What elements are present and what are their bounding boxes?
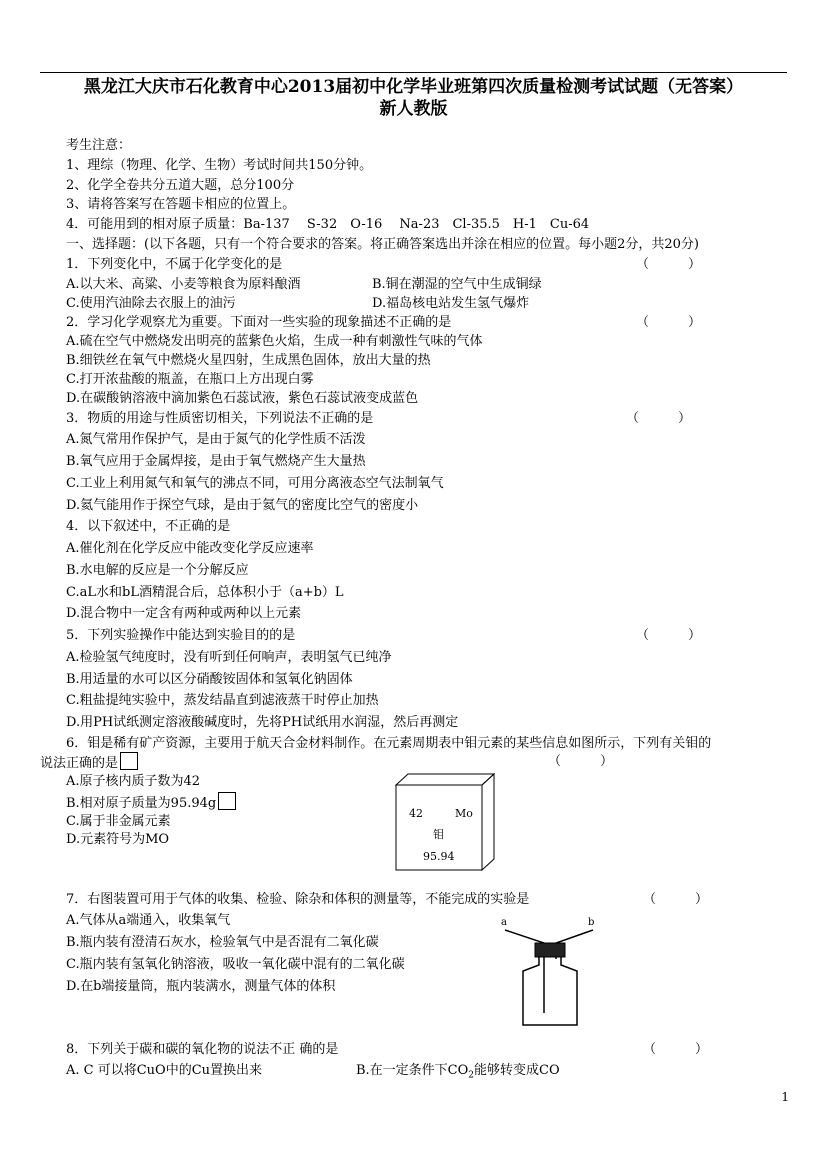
q7-option-c: C.瓶内装有氢氧化钠溶液，吸收一氧化碳中混有的二氧化碳	[66, 957, 405, 972]
q5-option-b: B.用适量的水可以区分硝酸铵固体和氢氧化钠固体	[66, 672, 353, 687]
q5-option-a: A.检验氢气纯度时，没有听到任何响声，表明氢气已纯净	[66, 650, 392, 665]
answer-blank: （ ）	[643, 892, 709, 907]
q7-option-a: A.气体从a端通入，收集氧气	[66, 913, 231, 928]
cell-symbol: Mo	[455, 807, 473, 820]
page-title	[30, 76, 797, 120]
title-line-2: 新人教版	[379, 99, 448, 119]
q4-option-c: C.aL水和bL酒精混合后，总体积小于（a+b）L	[66, 585, 344, 600]
answer-blank: （ ）	[636, 628, 702, 643]
q6-option-a: A.原子核内质子数为42	[66, 774, 201, 789]
q6-option-b	[66, 792, 236, 813]
notice-item: 1、理综（物理、化学、生物）考试时间共150分钟。	[66, 158, 373, 173]
q3-option-a: A.氮气常用作保护气，是由于氮气的化学性质不活泼	[66, 432, 366, 447]
question-3-stem: 3．物质的用途与性质密切相关，下列说法不正确的是	[66, 411, 374, 426]
q6-option-c: C.属于非金属元素	[66, 814, 171, 829]
q5-option-c: C.粗盐提纯实验中，蒸发结晶直到滤液蒸干时停止加热	[66, 693, 379, 708]
answer-blank: （ ）	[548, 754, 614, 769]
answer-blank: （ ）	[626, 411, 692, 426]
q6-option-b-text: B.相对原子质量为95.94g	[66, 796, 217, 811]
label-a: a	[501, 917, 507, 928]
answer-blank: （ ）	[643, 1042, 709, 1057]
gas-bottle-apparatus	[495, 913, 605, 1033]
q6-option-d: D.元素符号为MO	[66, 832, 170, 847]
answer-blank: （ ）	[636, 257, 702, 272]
cell-atomic-number: 42	[409, 807, 423, 820]
q7-option-d: D.在b端接量筒，瓶内装满水，测量气体的体积	[66, 979, 336, 994]
notice-item: 4．可能用到的相对原子质量：Ba-137 S-32 O-16 Na-23 Cl-35.5 H-1 Cu-64	[66, 217, 590, 232]
q1-option-d: D.福岛核电站发生氢气爆炸	[372, 296, 530, 311]
q7-option-b: B.瓶内装有澄清石灰水，检验氧气中是否混有二氧化碳	[66, 935, 379, 950]
question-6-stem-cont	[40, 752, 138, 773]
question-7-stem: 7．右图装置可用于气体的收集、检验、除杂和体积的测量等，不能完成的实验是	[66, 892, 530, 907]
cell-element-name: 钼	[433, 828, 444, 841]
answer-blank: （ ）	[636, 315, 702, 330]
answer-box	[120, 752, 138, 770]
title-line-1: 黑龙江大庆市石化教育中心2013届初中化学毕业班第四次质量检测考试试题（无答案）	[83, 77, 744, 97]
q1-option-a: A.以大米、高粱、小麦等粮食为原料酿酒	[66, 277, 301, 292]
q5-option-d: D.用PH试纸测定溶液酸碱度时，先将PH试纸用水润湿，然后再测定	[66, 715, 459, 730]
q2-option-c: C.打开浓盐酸的瓶盖，在瓶口上方出现白雾	[66, 372, 314, 387]
question-8-stem: 8．下列关于碳和碳的氧化物的说法不正 确的是	[66, 1042, 339, 1057]
q8-option-b-pre: B.在一定条件下CO	[356, 1063, 469, 1078]
q4-option-b: B.水电解的反应是一个分解反应	[66, 563, 249, 578]
cell-atomic-mass: 95.94	[423, 850, 455, 863]
header-rule	[40, 72, 787, 73]
notice-heading: 考生注意：	[66, 138, 132, 153]
q3-option-d: D.氦气能用作于探空气球，是由于氦气的密度比空气的密度小	[66, 498, 419, 513]
label-b: b	[588, 917, 595, 928]
notice-item: 3、请将答案写在答题卡相应的位置上。	[66, 197, 296, 212]
q1-option-b: B.铜在潮湿的空气中生成铜绿	[372, 277, 542, 292]
q2-option-a: A.硫在空气中燃烧发出明亮的蓝紫色火焰，生成一种有刺激性气味的气体	[66, 334, 483, 349]
page-number: 1	[781, 1090, 789, 1104]
q3-option-c: C.工业上利用氮气和氧气的沸点不同，可用分离液态空气法制氧气	[66, 476, 444, 491]
q6-stem-text: 说法正确的是	[40, 756, 119, 771]
q8-option-b-post: 能够转变成CO	[474, 1063, 560, 1078]
question-1-stem: 1．下列变化中，不属于化学变化的是	[66, 257, 283, 272]
question-2-stem: 2．学习化学观察尤为重要。下面对一些实验的现象描述不正确的是	[66, 315, 452, 330]
section-heading: 一、选择题：(以下各题，只有一个符合要求的答案。将正确答案选出并涂在相应的位置。每小题2分，共20分)	[66, 237, 699, 252]
notice-item: 2、化学全卷共分五道大题，总分100分	[66, 178, 295, 193]
q8-option-b	[356, 1061, 560, 1086]
q2-option-b: B.细铁丝在氧气中燃烧火星四射，生成黑色固体，放出大量的热	[66, 353, 431, 368]
q8-option-a: A. C 可以将CuO中的Cu置换出来	[66, 1063, 263, 1078]
question-6-stem: 6．钼是稀有矿产资源，主要用于航天合金材料制作。在元素周期表中钼元素的某些信息如图所示，下列有关钼的	[66, 736, 712, 751]
q1-option-c: C.使用汽油除去衣服上的油污	[66, 296, 236, 311]
question-5-stem: 5．下列实验操作中能达到实验目的的是	[66, 628, 296, 643]
answer-box	[218, 792, 236, 810]
q4-option-a: A.催化剂在化学反应中能改变化学反应速率	[66, 541, 314, 556]
q2-option-d: D.在碳酸钠溶液中滴加紫色石蕊试液，紫色石蕊试液变成蓝色	[66, 391, 419, 406]
question-4-stem: 4．以下叙述中，不正确的是	[66, 519, 231, 534]
periodic-table-cell	[395, 773, 495, 873]
q4-option-d: D.混合物中一定含有两种或两种以上元素	[66, 606, 302, 621]
q8-option-b-sub: 2	[468, 1070, 475, 1081]
q3-option-b: B.氧气应用于金属焊接，是由于氧气燃烧产生大量热	[66, 454, 366, 469]
